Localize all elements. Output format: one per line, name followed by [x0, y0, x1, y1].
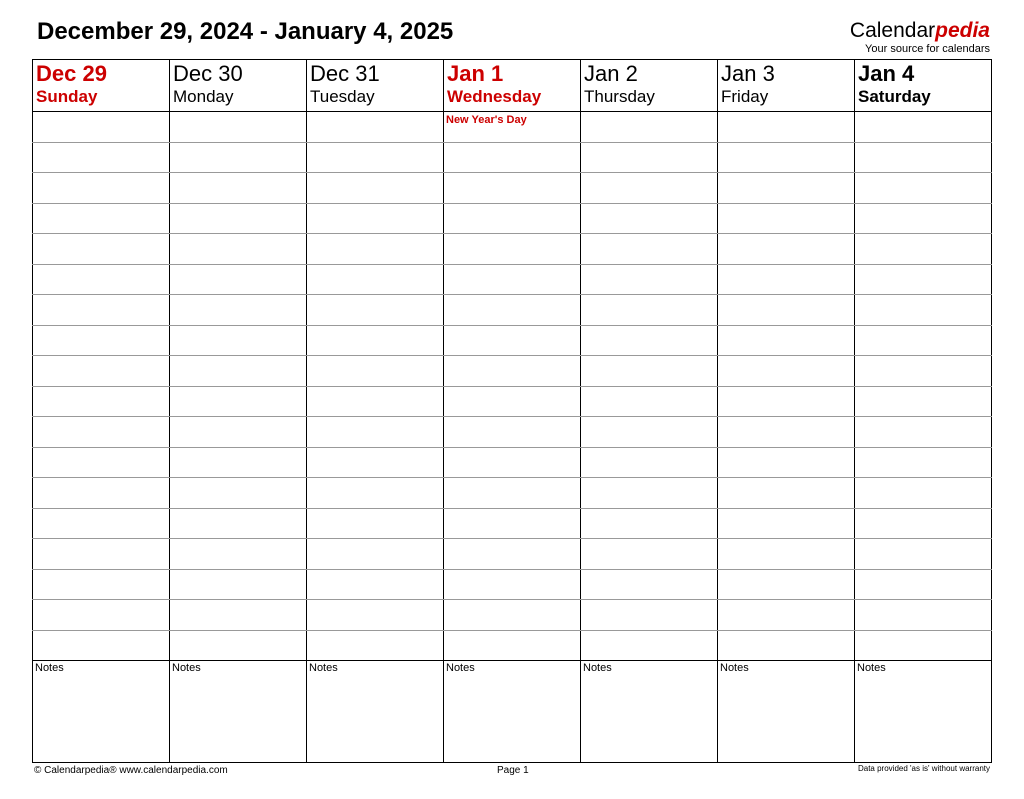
- weekly-calendar-grid: [32, 59, 992, 763]
- slot-cell[interactable]: [581, 112, 718, 143]
- slot-cell[interactable]: [444, 478, 581, 509]
- notes-label: Notes: [309, 662, 338, 674]
- slot-cell[interactable]: [307, 508, 444, 539]
- notes-cell[interactable]: [170, 661, 307, 763]
- slot-cell[interactable]: [855, 478, 992, 509]
- notes-label: Notes: [172, 662, 201, 674]
- slot-cell[interactable]: [855, 600, 992, 631]
- slot-row: [33, 173, 992, 204]
- slot-row: [33, 234, 992, 265]
- slot-cell[interactable]: [855, 417, 992, 448]
- slot-cell[interactable]: [718, 264, 855, 295]
- slot-cell[interactable]: [307, 569, 444, 600]
- notes-label: Notes: [857, 662, 886, 674]
- day-header: [170, 60, 307, 112]
- slot-cell[interactable]: [581, 356, 718, 387]
- day-weekday: Saturday: [858, 87, 931, 106]
- footer-copyright: © Calendarpedia® www.calendarpedia.com: [34, 765, 228, 776]
- slot-cell[interactable]: [581, 234, 718, 265]
- day-date: Dec 30: [173, 61, 243, 86]
- slot-cell[interactable]: [718, 569, 855, 600]
- slot-cell[interactable]: [170, 234, 307, 265]
- slot-cell[interactable]: [444, 630, 581, 661]
- slot-cell[interactable]: [718, 234, 855, 265]
- slot-row: [33, 600, 992, 631]
- slot-cell[interactable]: [855, 569, 992, 600]
- slot-cell[interactable]: [33, 630, 170, 661]
- notes-label: Notes: [35, 662, 64, 674]
- slot-cell[interactable]: [307, 234, 444, 265]
- slot-cell[interactable]: [718, 600, 855, 631]
- slot-cell[interactable]: [855, 386, 992, 417]
- slot-row: [33, 569, 992, 600]
- slot-cell[interactable]: [33, 478, 170, 509]
- slot-cell[interactable]: [170, 508, 307, 539]
- slot-cell[interactable]: [855, 508, 992, 539]
- slot-cell[interactable]: [33, 447, 170, 478]
- slot-cell[interactable]: [855, 173, 992, 204]
- day-date: Jan 1: [447, 61, 504, 86]
- slot-cell[interactable]: [718, 508, 855, 539]
- slot-cell[interactable]: [444, 539, 581, 570]
- slot-cell[interactable]: [444, 569, 581, 600]
- slot-cell[interactable]: [444, 142, 581, 173]
- slot-cell[interactable]: [718, 142, 855, 173]
- brand-name-accent: pedia: [935, 19, 990, 42]
- day-header: [855, 60, 992, 112]
- slot-cell[interactable]: [170, 386, 307, 417]
- slot-row: [33, 264, 992, 295]
- slot-cell[interactable]: [444, 508, 581, 539]
- day-header: [307, 60, 444, 112]
- brand-logo: [850, 20, 990, 55]
- notes-label: Notes: [720, 662, 749, 674]
- day-weekday: Monday: [173, 87, 234, 106]
- slot-cell[interactable]: [718, 112, 855, 143]
- slot-cell[interactable]: [307, 447, 444, 478]
- slot-cell[interactable]: [444, 417, 581, 448]
- slot-cell[interactable]: [170, 264, 307, 295]
- slot-cell[interactable]: [307, 203, 444, 234]
- slot-cell[interactable]: [307, 173, 444, 204]
- slot-cell[interactable]: [33, 325, 170, 356]
- slot-cell[interactable]: [581, 386, 718, 417]
- slot-cell[interactable]: [307, 539, 444, 570]
- slot-cell[interactable]: [33, 264, 170, 295]
- slot-cell[interactable]: [581, 600, 718, 631]
- slot-cell[interactable]: [33, 356, 170, 387]
- slot-row: [33, 295, 992, 326]
- slot-cell[interactable]: [33, 569, 170, 600]
- slot-cell[interactable]: [718, 417, 855, 448]
- notes-cell[interactable]: [581, 661, 718, 763]
- slot-cell[interactable]: [718, 295, 855, 326]
- slot-cell[interactable]: [444, 447, 581, 478]
- slot-cell[interactable]: [581, 173, 718, 204]
- slot-cell[interactable]: [718, 173, 855, 204]
- day-date: Jan 3: [721, 61, 775, 86]
- slot-cell[interactable]: [444, 173, 581, 204]
- page-title: December 29, 2024 - January 4, 2025: [37, 18, 454, 45]
- slot-cell[interactable]: [307, 295, 444, 326]
- slot-cell[interactable]: [33, 386, 170, 417]
- slot-cell[interactable]: [33, 295, 170, 326]
- slot-cell[interactable]: [581, 569, 718, 600]
- slot-cell[interactable]: [307, 356, 444, 387]
- slot-cell[interactable]: [444, 264, 581, 295]
- slot-cell[interactable]: [444, 600, 581, 631]
- footer-page-number: Page 1: [497, 765, 529, 776]
- slot-cell[interactable]: [307, 264, 444, 295]
- day-header: [718, 60, 855, 112]
- slot-cell[interactable]: [855, 112, 992, 143]
- slot-cell[interactable]: [444, 295, 581, 326]
- slot-cell[interactable]: [855, 356, 992, 387]
- slot-cell[interactable]: [307, 630, 444, 661]
- slot-cell[interactable]: [307, 142, 444, 173]
- slot-cell[interactable]: [718, 386, 855, 417]
- slot-cell[interactable]: [718, 478, 855, 509]
- slot-cell[interactable]: [581, 264, 718, 295]
- slot-row: [33, 203, 992, 234]
- slot-cell[interactable]: [855, 295, 992, 326]
- slot-cell[interactable]: [33, 173, 170, 204]
- slot-row: [33, 356, 992, 387]
- slot-cell[interactable]: [855, 325, 992, 356]
- notes-cell[interactable]: [307, 661, 444, 763]
- slot-cell[interactable]: [444, 386, 581, 417]
- slot-cell[interactable]: [444, 325, 581, 356]
- slot-cell[interactable]: [307, 112, 444, 143]
- slot-row: [33, 630, 992, 661]
- slot-cell[interactable]: [33, 234, 170, 265]
- slot-cell[interactable]: [855, 234, 992, 265]
- slot-cell[interactable]: [307, 478, 444, 509]
- slot-cell[interactable]: [718, 356, 855, 387]
- slot-cell[interactable]: [170, 356, 307, 387]
- slot-cell[interactable]: [33, 142, 170, 173]
- day-weekday: Sunday: [36, 87, 98, 106]
- slot-cell[interactable]: [855, 142, 992, 173]
- day-header: [444, 60, 581, 112]
- slot-cell[interactable]: [33, 417, 170, 448]
- slot-cell[interactable]: [307, 600, 444, 631]
- slot-cell[interactable]: [718, 203, 855, 234]
- slot-cell[interactable]: [170, 173, 307, 204]
- brand-name: [850, 20, 990, 42]
- slot-cell[interactable]: [581, 325, 718, 356]
- notes-row: [33, 661, 992, 763]
- slot-cell[interactable]: [33, 112, 170, 143]
- slot-cell[interactable]: [581, 295, 718, 326]
- footer-disclaimer: Data provided 'as is' without warranty: [857, 764, 990, 773]
- slot-cell[interactable]: [170, 112, 307, 143]
- slot-cell[interactable]: [581, 630, 718, 661]
- day-date: Dec 29: [36, 61, 107, 86]
- slot-cell[interactable]: [33, 600, 170, 631]
- slot-cell[interactable]: [170, 569, 307, 600]
- slot-cell[interactable]: [170, 600, 307, 631]
- slot-cell[interactable]: [581, 142, 718, 173]
- slot-cell[interactable]: [33, 203, 170, 234]
- slot-cell[interactable]: [444, 234, 581, 265]
- slot-cell[interactable]: [855, 264, 992, 295]
- slot-row: [33, 539, 992, 570]
- holiday-label: New Year's Day: [446, 114, 527, 126]
- day-date: Dec 31: [310, 61, 380, 86]
- slot-cell[interactable]: [581, 478, 718, 509]
- slot-row: [33, 386, 992, 417]
- slot-cell[interactable]: [307, 386, 444, 417]
- brand-tagline: Your source for calendars: [865, 43, 990, 55]
- day-weekday: Friday: [721, 87, 769, 106]
- slot-cell[interactable]: [33, 508, 170, 539]
- slot-row: [33, 508, 992, 539]
- slot-cell[interactable]: [444, 112, 581, 143]
- day-header-row: [33, 60, 992, 112]
- slot-cell[interactable]: [581, 539, 718, 570]
- notes-cell[interactable]: [444, 661, 581, 763]
- day-header: [33, 60, 170, 112]
- slot-cell[interactable]: [170, 203, 307, 234]
- slot-cell[interactable]: [855, 447, 992, 478]
- slot-cell[interactable]: [33, 539, 170, 570]
- slot-row: [33, 417, 992, 448]
- notes-cell[interactable]: [855, 661, 992, 763]
- slot-cell[interactable]: [170, 478, 307, 509]
- slot-cell[interactable]: [855, 203, 992, 234]
- notes-cell[interactable]: [33, 661, 170, 763]
- slot-cell[interactable]: [718, 539, 855, 570]
- slot-cell[interactable]: [855, 630, 992, 661]
- slot-row: [33, 478, 992, 509]
- notes-label: Notes: [583, 662, 612, 674]
- brand-name-plain: Calendar: [849, 19, 936, 42]
- slot-cell[interactable]: [170, 539, 307, 570]
- notes-label: Notes: [446, 662, 475, 674]
- slot-cell[interactable]: [307, 417, 444, 448]
- day-date: Jan 2: [584, 61, 638, 86]
- slot-cell[interactable]: [718, 630, 855, 661]
- slot-cell[interactable]: [170, 630, 307, 661]
- slot-cell[interactable]: [718, 325, 855, 356]
- slot-cell[interactable]: [170, 417, 307, 448]
- slot-cell[interactable]: [170, 325, 307, 356]
- slot-cell[interactable]: [581, 447, 718, 478]
- slot-cell[interactable]: [718, 447, 855, 478]
- slot-cell[interactable]: [581, 203, 718, 234]
- slot-cell[interactable]: [581, 508, 718, 539]
- day-weekday: Wednesday: [447, 87, 542, 106]
- day-date: Jan 4: [858, 61, 915, 86]
- slot-row: [33, 447, 992, 478]
- slot-cell[interactable]: [855, 539, 992, 570]
- slot-cell[interactable]: [170, 295, 307, 326]
- slot-row: [33, 112, 992, 143]
- day-weekday: Thursday: [584, 87, 655, 106]
- day-weekday: Tuesday: [310, 87, 375, 106]
- slot-row: [33, 325, 992, 356]
- slot-cell[interactable]: [444, 203, 581, 234]
- day-header: [581, 60, 718, 112]
- slot-cell[interactable]: [307, 325, 444, 356]
- slot-row: [33, 142, 992, 173]
- slot-cell[interactable]: [581, 417, 718, 448]
- notes-cell[interactable]: [718, 661, 855, 763]
- slot-cell[interactable]: [444, 356, 581, 387]
- slot-cell[interactable]: [170, 142, 307, 173]
- slot-cell[interactable]: [170, 447, 307, 478]
